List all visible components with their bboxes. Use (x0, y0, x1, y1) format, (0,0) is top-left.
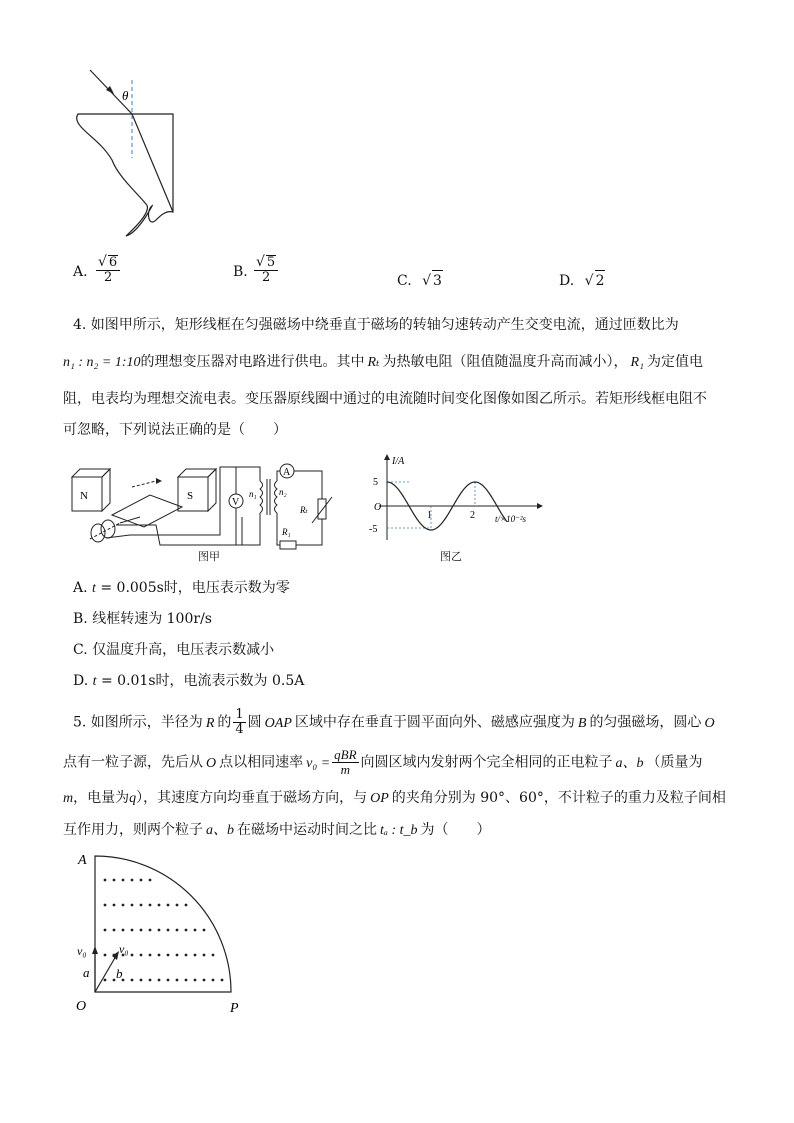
field-dot (194, 929, 197, 932)
field-dot (140, 954, 143, 957)
field-dot (185, 929, 188, 932)
svg-text:S: S (187, 490, 194, 502)
q3-option-d-value: 2 (595, 270, 606, 291)
q3-option-b-value: $\frac{√ 5}{2}$ (254, 255, 278, 285)
field-dot (176, 979, 179, 982)
q3-option-c-value: 3 (432, 270, 443, 291)
field-dot (167, 929, 170, 932)
field-dot (149, 929, 152, 932)
svg-text:n₂: n₂ (279, 487, 287, 497)
secondary-coil (275, 481, 278, 513)
label-O: O (76, 999, 87, 1014)
primary-coil (260, 481, 263, 513)
q4-option-d[interactable]: D. t = 0.01s时，电流表示数为 0.5A (73, 673, 305, 689)
velocity-b (95, 956, 116, 992)
q4-line4: 可忽略，下列说法正确的是（ ） (63, 422, 287, 438)
field-dot (131, 929, 134, 932)
y-axis-label: I/A (392, 456, 405, 467)
field-dot (122, 904, 125, 907)
field-dot (113, 904, 116, 907)
q4-option-a[interactable]: A. t = 0.005s时，电压表示数为零 (73, 580, 290, 596)
field-dot (149, 904, 152, 907)
q4-line2: n₁ : n₂ = 1:10的理想变压器对电路进行供电。其中 Rₜ 为热敏电阻（阻值随温度升高而减小）， R₁ 为定值电 (63, 354, 703, 370)
field-dot (203, 979, 206, 982)
x-axis-label: t/×10⁻²s (495, 514, 527, 524)
field-dot (113, 979, 116, 982)
field-dot (131, 904, 134, 907)
q3-option-a-value: $\frac{√ 6}{2}$ (96, 255, 120, 285)
x-tick-2: 2 (470, 510, 475, 521)
field-dot (158, 904, 161, 907)
label-A: A (78, 853, 87, 868)
slip-ring (91, 524, 105, 542)
svg-text:V: V (232, 497, 240, 508)
magnet-n (72, 469, 110, 511)
field-dot (149, 979, 152, 982)
field-dot (104, 979, 107, 982)
field-dot (203, 929, 206, 932)
q4-option-b[interactable]: B. 线框转速为 100r/s (73, 611, 212, 627)
field-dot (158, 979, 161, 982)
origin-label: O (374, 502, 382, 513)
q3-option-c[interactable]: C. √ 3 (397, 270, 443, 291)
current-time-graph (365, 452, 550, 547)
turns-ratio: n₁ : n₂ = 1:10 (63, 355, 141, 370)
field-dot (131, 954, 134, 957)
field-dot (104, 904, 107, 907)
field-dot (131, 979, 134, 982)
field-dot (149, 954, 152, 957)
q3-option-d[interactable]: D. √ 2 (559, 270, 605, 291)
label-b: b (116, 966, 123, 981)
q5-line2: 点有一粒子源，先后从 O 点以相同速率 v₀ = $\frac{\text{qBR}}{m}$ 向圆区域内发射两个完全相同的正电粒子 a、b （质量为 (63, 747, 703, 777)
magnet-s (178, 469, 216, 511)
q5-line3: m，电量为q），其速度方向均垂直于磁场方向，与 OP 的夹角分别为 90°、60°，不计粒子的重力及粒子间相 (63, 790, 726, 806)
field-dot (167, 954, 170, 957)
y-tick-5: 5 (373, 477, 378, 488)
field-dot (176, 904, 179, 907)
field-dot (212, 979, 215, 982)
field-dot (176, 929, 179, 932)
label-v0-b: v₀ (119, 942, 129, 956)
q3-option-b[interactable]: B. (233, 264, 248, 280)
field-dot (212, 954, 215, 957)
field-dot (167, 979, 170, 982)
y-tick-neg5: -5 (369, 524, 378, 535)
x-tick-1: 1 (427, 510, 432, 521)
field-dot (221, 979, 224, 982)
q4-line1: 4. 如图甲所示，矩形线框在匀强磁场中绕垂直于磁场的转轴匀速转动产生交变电流，通过匝数比为 (73, 317, 679, 333)
label-P: P (230, 1001, 239, 1016)
field-dot (194, 979, 197, 982)
resistor-r1 (280, 541, 296, 549)
q4-option-c[interactable]: C. 仅温度升高，电压表示数减小 (73, 642, 275, 658)
field-dot (131, 879, 134, 882)
field-dot (167, 904, 170, 907)
quarter-circle-figure (70, 850, 255, 1018)
refracted-ray (132, 114, 173, 212)
figure-yi-caption: 图乙 (440, 550, 462, 563)
field-dot (140, 879, 143, 882)
field-dot (104, 929, 107, 932)
field-dot (185, 979, 188, 982)
q4-line3: 阻，电表均为理想交流电表。变压器原线圈中通过的电流随时间变化图像如图乙所示。若矩形线框电阻不 (63, 391, 707, 407)
field-dot (104, 954, 107, 957)
field-dot (203, 954, 206, 957)
field-dot (140, 904, 143, 907)
refraction-figure (60, 60, 190, 250)
field-dot (140, 979, 143, 982)
svg-text:A: A (283, 467, 291, 478)
field-dot (185, 904, 188, 907)
field-dot (149, 879, 152, 882)
field-dot (122, 929, 125, 932)
figure-jia-caption: 图甲 (198, 550, 220, 563)
field-dot (140, 929, 143, 932)
glass-outline (77, 114, 173, 236)
svg-text:Rₜ: Rₜ (300, 505, 308, 515)
q5-line1: 5. 如图所示，半径为 R 的 $\frac{1}{4}$ 圆 OAP 区域中存在垂直于圆平面向外、磁感应强度为 B 的匀强磁场，圆心 O (73, 707, 715, 737)
field-dot (158, 954, 161, 957)
theta-label: θ (122, 88, 129, 103)
field-dot (113, 929, 116, 932)
field-dot (122, 879, 125, 882)
field-dot (158, 929, 161, 932)
svg-text:n₁: n₁ (249, 489, 257, 499)
field-dot (185, 954, 188, 957)
field-dot (176, 954, 179, 957)
field-dot (194, 954, 197, 957)
svg-text:R₁: R₁ (282, 527, 291, 537)
label-v0-a: v₀ (77, 944, 87, 958)
svg-text:N: N (80, 490, 88, 502)
field-dot (104, 879, 107, 882)
thermistor (318, 499, 326, 519)
q3-option-a[interactable]: A. (73, 264, 88, 280)
q5-line4: 互作用力，则两个粒子 a、b 在磁场中运动时间之比 tₐ : t_b 为（ ） (63, 822, 491, 838)
label-a: a (83, 965, 90, 980)
field-dot (113, 879, 116, 882)
